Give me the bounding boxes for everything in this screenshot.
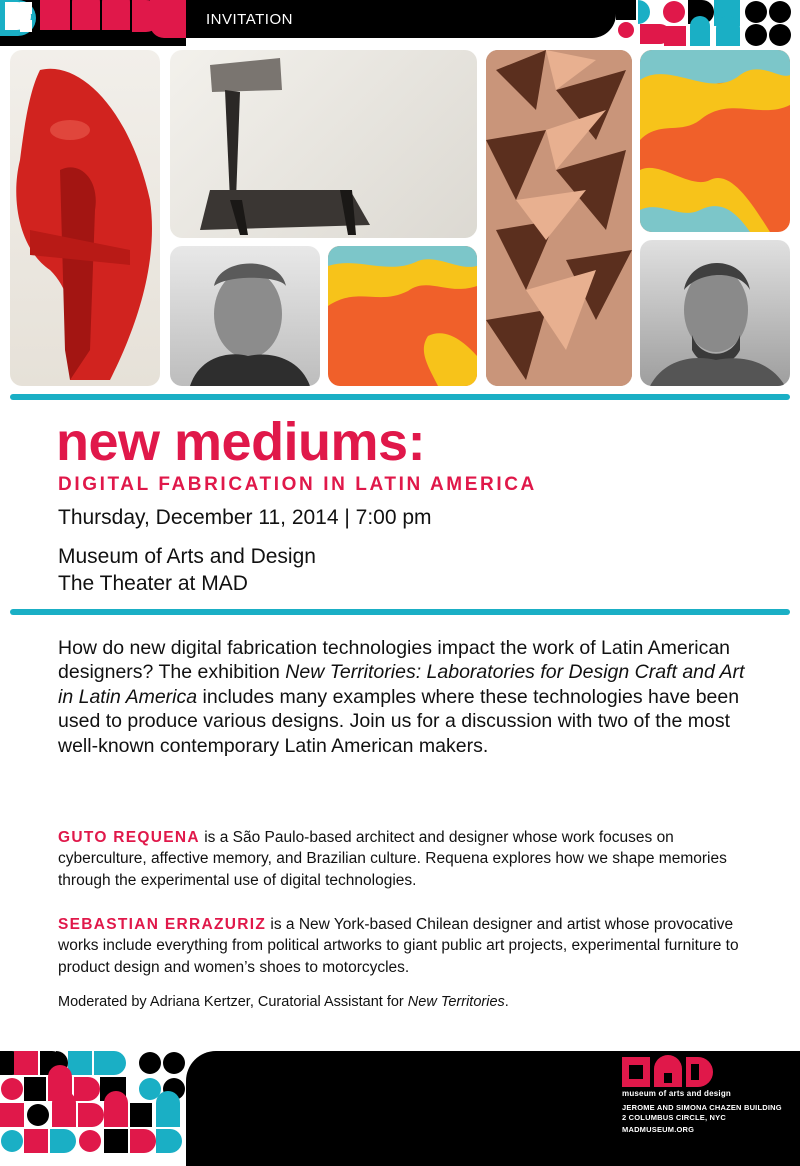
building-name: JEROME AND SIMONA CHAZEN BUILDING <box>622 1103 782 1112</box>
moderator-suffix: . <box>504 994 509 1010</box>
divider-top <box>10 394 790 400</box>
header-pattern-right <box>616 0 800 46</box>
museum-website[interactable]: MADMUSEUM.ORG <box>622 1125 695 1134</box>
intro-text-1: How do new digital fabrication technologies impact the work of Latin American designers? The exhibition <box>58 637 731 684</box>
intro-text-2: includes many examples where these technologies have been used to produce various designs. Join us for a discussion with two of the most well-known contemporary Latin American makers. <box>58 685 740 757</box>
event-subtitle: DIGITAL FABRICATION IN LATIN AMERICA <box>58 474 537 495</box>
invitation-label: INVITATION <box>206 11 293 28</box>
guto-requena-portrait <box>170 246 320 386</box>
speaker-text-errazuriz: is a New York-based Chilean designer and artist whose provocative works include everything from political artworks to giant public art projects, experimental furniture to product design and women’s shoes to motorcycles. <box>58 916 739 976</box>
moderator-credit <box>58 994 509 1010</box>
chair-photo <box>170 50 477 238</box>
event-datetime: Thursday, December 11, 2014 | 7:00 pm <box>58 506 432 529</box>
latin-america-map-art-2 <box>640 50 790 232</box>
museum-address: 2 COLUMBUS CIRCLE, NYC <box>622 1113 726 1122</box>
speaker-text-requena: is a São Paulo-based architect and designer whose work focuses on cyberculture, affective memory, and Brazilian culture. Requena explores how we shape memories through the experimental use of digital technologies. <box>58 829 727 889</box>
speaker-bio-errazuriz <box>58 914 758 978</box>
speaker-name-requena: GUTO REQUENA <box>58 829 200 846</box>
header-logo-pattern <box>0 0 186 46</box>
moderator-text: Moderated by Adriana Kertzer, Curatorial Assistant for <box>58 994 408 1010</box>
speaker-name-errazuriz: SEBASTIAN ERRAZURIZ <box>58 916 267 933</box>
venue-room: The Theater at MAD <box>58 572 248 595</box>
venue-name: Museum of Arts and Design <box>58 545 316 568</box>
intro-paragraph <box>58 636 748 758</box>
footer-pattern <box>0 1051 186 1166</box>
red-shoe-photo <box>10 50 160 386</box>
sebastian-errazuriz-portrait <box>640 240 790 386</box>
geometric-sculpture-photo <box>486 50 632 386</box>
speaker-bio-requena <box>58 827 758 891</box>
museum-name: museum of arts and design <box>622 1089 732 1098</box>
divider-middle <box>10 609 790 615</box>
latin-america-map-art <box>328 246 477 386</box>
event-title: new mediums: <box>56 412 426 472</box>
exhibition-title: New Territories: Laboratories for Design Craft and Art in Latin America <box>58 661 745 708</box>
header <box>0 0 800 46</box>
mad-logo <box>620 1055 720 1089</box>
moderator-exhibition: New Territories <box>407 994 505 1010</box>
